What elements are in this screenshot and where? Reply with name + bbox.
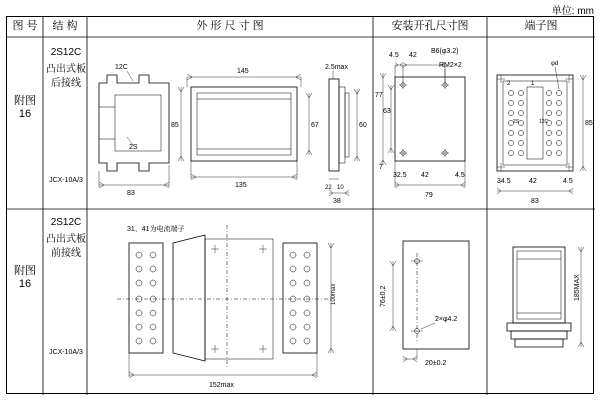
unit-note: 单位: mm (551, 6, 594, 17)
svg-text:85: 85 (585, 120, 593, 127)
row2-cutout-drawing (373, 209, 487, 395)
svg-text:38: 38 (333, 198, 341, 205)
row2-outline-drawing (87, 209, 373, 395)
svg-text:20±0.2: 20±0.2 (425, 360, 447, 367)
svg-text:B6(φ3.2): B6(φ3.2) (431, 48, 459, 55)
header-outline: 外 形 尺 寸 图 (196, 20, 264, 32)
row2-note: 31、41为电流端子 (127, 226, 185, 233)
svg-text:2S: 2S (513, 119, 520, 125)
svg-text:76±0.2: 76±0.2 (380, 285, 387, 307)
row1-terminal-drawing (487, 37, 595, 209)
row1-structure-code: 2S12C (50, 47, 82, 58)
svg-text:77: 77 (375, 92, 383, 99)
svg-text:22: 22 (325, 185, 332, 191)
svg-text:42: 42 (421, 172, 429, 179)
svg-text:2S: 2S (129, 144, 138, 151)
svg-text:1: 1 (531, 81, 535, 87)
svg-text:10: 10 (337, 185, 344, 191)
svg-text:32.5: 32.5 (393, 172, 407, 179)
svg-text:63: 63 (383, 108, 391, 115)
header-fig-no: 图 号 (12, 20, 38, 32)
svg-text:4.5: 4.5 (563, 178, 573, 185)
row1-model: JCX-10A/3 (49, 177, 83, 184)
svg-text:145: 145 (237, 68, 249, 75)
svg-text:42: 42 (409, 52, 417, 59)
svg-text:2.5max: 2.5max (325, 64, 348, 71)
svg-text:2×φ4.2: 2×φ4.2 (435, 316, 458, 323)
row2-model: JCX-10A/3 (49, 349, 83, 356)
svg-text:67: 67 (311, 122, 319, 129)
svg-text:152max: 152max (209, 382, 234, 389)
header-terminal: 端子图 (524, 20, 558, 32)
header-structure: 结 构 (52, 20, 78, 32)
svg-text:4.5: 4.5 (389, 52, 399, 59)
svg-text:12C: 12C (115, 64, 128, 71)
svg-text:60: 60 (359, 122, 367, 129)
row1-fig-no: 附图16 (14, 95, 36, 120)
svg-text:79: 79 (425, 192, 433, 199)
svg-text:RM2×2: RM2×2 (439, 62, 462, 69)
svg-text:100max: 100max (331, 283, 337, 305)
row1-structure-text: 凸出式板后接线 (46, 64, 86, 89)
dimension-table (6, 16, 594, 394)
svg-text:83: 83 (127, 190, 135, 197)
svg-text:12C: 12C (539, 119, 549, 125)
row2-structure-text: 凸出式板前接线 (46, 234, 86, 259)
svg-text:135: 135 (235, 182, 247, 189)
row1-cutout-drawing (373, 37, 487, 209)
svg-text:85: 85 (171, 122, 179, 129)
svg-text:2: 2 (507, 81, 511, 87)
svg-text:φd: φd (551, 61, 559, 67)
svg-text:34.5: 34.5 (497, 178, 511, 185)
svg-text:83: 83 (531, 198, 539, 205)
svg-text:42: 42 (529, 178, 537, 185)
row2-fig-no: 附图16 (14, 265, 36, 290)
row2-terminal-drawing (487, 209, 595, 395)
row1-outline-drawing (87, 37, 373, 209)
row2-structure-code: 2S12C (50, 217, 82, 228)
svg-text:4.5: 4.5 (455, 172, 465, 179)
header-cutout: 安装开孔尺寸图 (391, 20, 469, 32)
svg-text:185MAX: 185MAX (574, 274, 581, 301)
svg-text:7: 7 (379, 164, 383, 171)
